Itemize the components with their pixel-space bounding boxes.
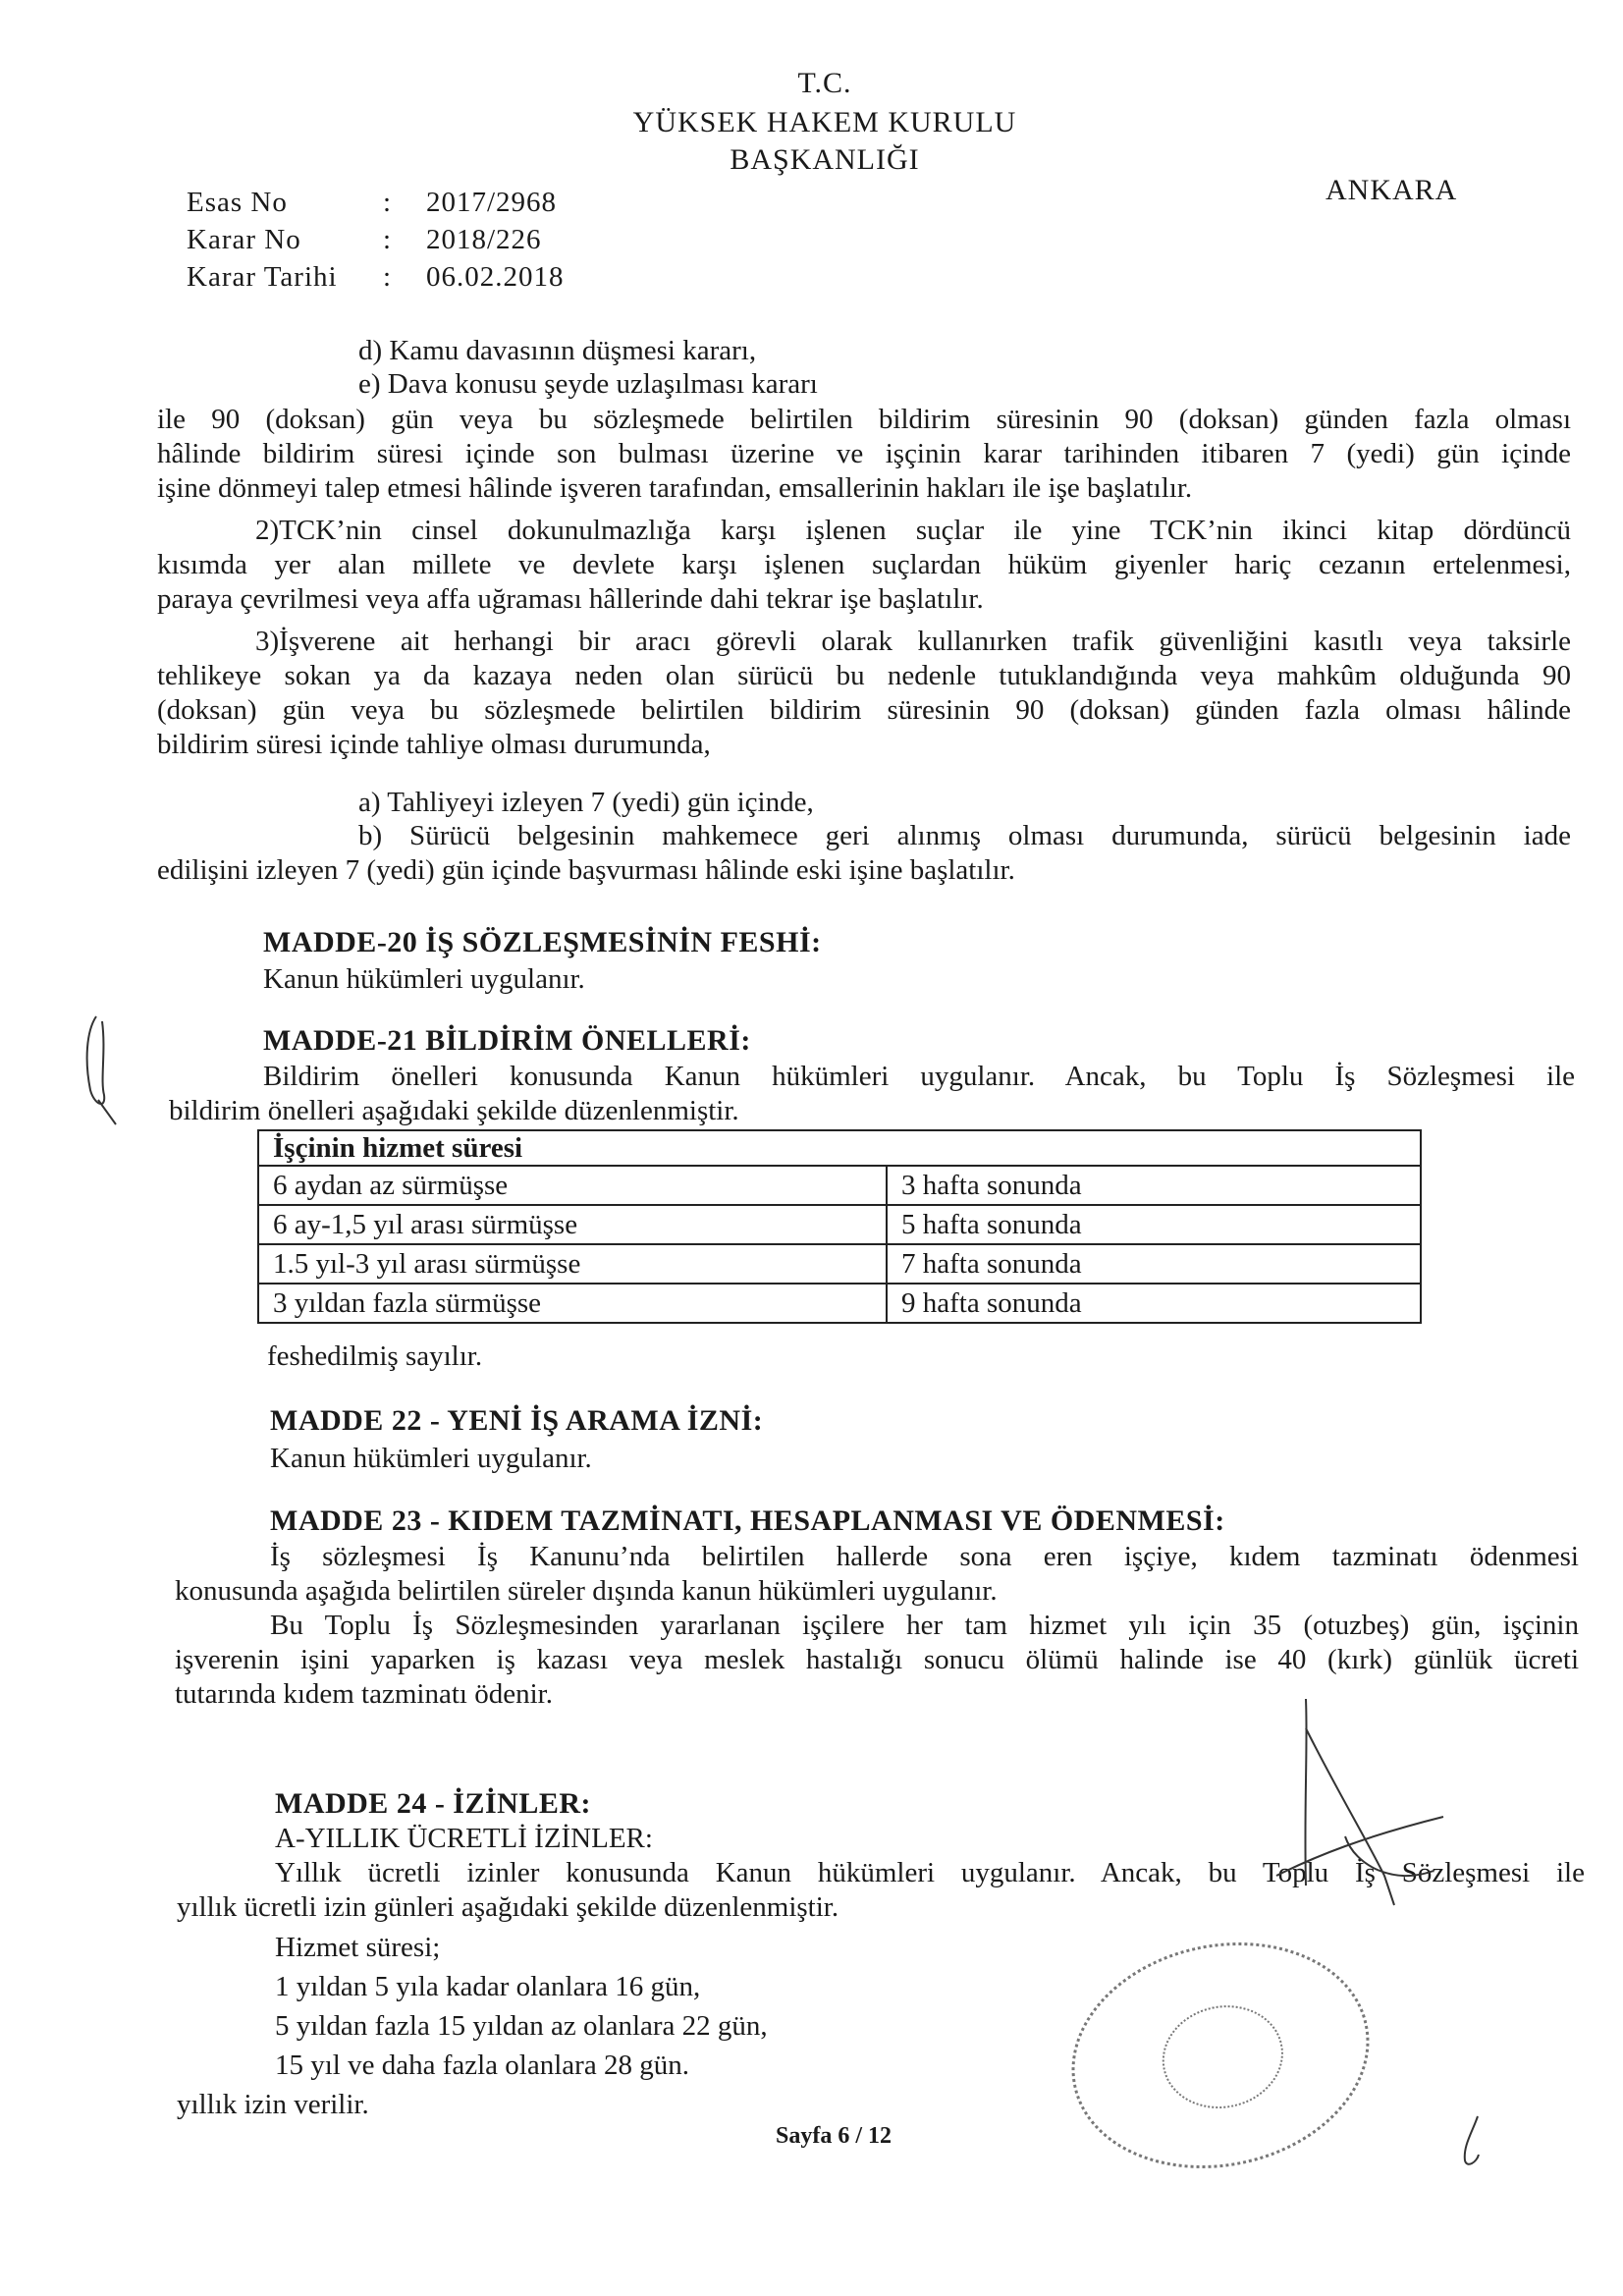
page-value: 6 / 12	[838, 2123, 893, 2149]
paragraph-driver	[157, 625, 1571, 762]
text-line: bildirim süresi içinde tahliye olması durumunda,	[157, 729, 711, 760]
article-24-closing: yıllık izin verilir.	[177, 2089, 369, 2120]
article-23-title: MADDE 23 - KIDEM TAZMİNATI, HESAPLANMASI VE ÖDENMESİ:	[270, 1504, 1225, 1537]
paragraph-reinstatement	[157, 403, 1571, 506]
notice-cell: 9 hafta sonunda	[887, 1284, 1421, 1323]
article-20-title: MADDE-20 İŞ SÖZLEŞMESİNİN FESHİ:	[263, 926, 822, 958]
meta-colon: :	[383, 187, 392, 218]
duration-cell: 6 ay-1,5 yıl arası sürmüşse	[258, 1205, 887, 1244]
duration-cell: 1.5 yıl-3 yıl arası sürmüşse	[258, 1244, 887, 1284]
article-24-subtitle: A-YILLIK ÜCRETLİ İZİNLER:	[275, 1823, 653, 1854]
text-line: ile 90 (doksan) gün veya bu sözleşmede belirtilen bildirim süresinin 90 (doksan) günden fazla olması	[157, 404, 1571, 435]
text-line: Yıllık ücretli izinler konusunda Kanun hükümleri uygulanır. Ancak, bu Toplu İş Sözleşmesi ile	[275, 1857, 1585, 1888]
meta-label: Karar No	[187, 224, 301, 255]
notice-cell: 5 hafta sonunda	[887, 1205, 1421, 1244]
text-line: Bu Toplu İş Sözleşmesinden yararlanan işçilere her tam hizmet yılı için 35 (otuzbeş) gün, işçinin	[270, 1610, 1579, 1641]
case-meta-esas	[187, 187, 557, 219]
notice-period-table	[257, 1129, 1422, 1324]
text-line: tehlikeye sokan ya da kazaya neden olan sürücü bu nedenle tutuklandığında veya mahkûm olduğunda 90	[157, 660, 1571, 691]
meta-colon: :	[383, 224, 392, 255]
text-line: işverenin işini yaparken iş kazası veya meslek hastalığı sonucu ölümü halinde ise 40 (kırk) günlük ücreti	[175, 1644, 1579, 1675]
article-21-text	[169, 1060, 1575, 1128]
leave-item: 5 yıldan fazla 15 yıldan az olanlara 22 gün,	[275, 2010, 768, 2042]
text-line: işine dönmeyi talep etmesi hâlinde işveren tarafından, emsallerinin hakları ile işe başlatılır.	[157, 472, 1193, 504]
notice-cell: 3 hafta sonunda	[887, 1166, 1421, 1205]
table-header-row	[258, 1130, 1421, 1166]
article-21-title: MADDE-21 BİLDİRİM ÖNELLERİ:	[263, 1024, 751, 1057]
case-meta-date	[187, 261, 565, 294]
text-line: (doksan) gün veya bu sözleşmede belirtilen bildirim süresinin 90 (doksan) günden fazla olması hâlinde	[157, 694, 1571, 726]
leave-item: 1 yıldan 5 yıla kadar olanlara 16 gün,	[275, 1971, 701, 2002]
duration-cell: 6 aydan az sürmüşse	[258, 1166, 887, 1205]
text-line: hâlinde bildirim süresi içinde son bulması üzerine ve işçinin karar tarihinden itibaren 7 (yedi) gün içinde	[157, 438, 1571, 469]
item-b	[157, 819, 1571, 888]
item-a: a) Tahliyeyi izleyen 7 (yedi) gün içinde,	[358, 787, 814, 818]
margin-initial-mark	[77, 1011, 126, 1129]
signature	[1247, 1689, 1463, 1915]
text-line: kısımda yer alan millete ve devlete karşı işlenen suçlardan hüküm giyenler hariç cezanın ertelenmesi,	[157, 549, 1571, 580]
notice-cell: 7 hafta sonunda	[887, 1244, 1421, 1284]
article-22-title: MADDE 22 - YENİ İŞ ARAMA İZNİ:	[270, 1404, 764, 1437]
header-city: ANKARA	[1325, 174, 1458, 206]
table-row	[258, 1205, 1421, 1244]
header-line-council: YÜKSEK HAKEM KURULU	[632, 106, 1017, 138]
meta-value: 2017/2968	[426, 187, 558, 218]
text-line: paraya çevrilmesi veya affa uğraması hâllerinde dahi tekrar işe başlatılır.	[157, 583, 984, 615]
case-meta-karar	[187, 224, 542, 256]
table-header-cell: İşçinin hizmet süresi	[258, 1130, 1421, 1166]
handwritten-mark	[1453, 2111, 1492, 2170]
page-number	[776, 2123, 892, 2150]
article-24-title: MADDE 24 - İZİNLER:	[275, 1787, 592, 1820]
article-22-text: Kanun hükümleri uygulanır.	[270, 1443, 592, 1474]
official-stamp	[1051, 1916, 1390, 2196]
meta-value: 2018/226	[426, 224, 542, 255]
text-line: edilişini izleyen 7 (yedi) gün içinde başvurması hâlinde eski işine başlatılır.	[157, 854, 1015, 886]
table-row	[258, 1166, 1421, 1205]
duration-cell: 3 yıldan fazla sürmüşse	[258, 1284, 887, 1323]
paragraph-tck	[157, 514, 1571, 617]
stamp-inner-ring	[1153, 1995, 1293, 2120]
text-line: konusunda aşağıda belirtilen süreler dışında kanun hükümleri uygulanır.	[175, 1575, 998, 1607]
item-d: d) Kamu davasının düşmesi kararı,	[358, 335, 757, 366]
meta-colon: :	[383, 261, 392, 293]
leave-item: 15 yıl ve daha fazla olanlara 28 gün.	[275, 2050, 689, 2081]
meta-label: Esas No	[187, 187, 288, 218]
table-row	[258, 1244, 1421, 1284]
service-label: Hizmet süresi;	[275, 1932, 441, 1963]
article-21-after: feshedilmiş sayılır.	[267, 1340, 483, 1372]
text-line: Bildirim önelleri konusunda Kanun hükümleri uygulanır. Ancak, bu Toplu İş Sözleşmesi ile	[263, 1061, 1575, 1092]
item-e: e) Dava konusu şeyde uzlaşılması kararı	[358, 368, 818, 400]
text-line: b) Sürücü belgesinin mahkemece geri alınmış olması durumunda, sürücü belgesinin iade	[358, 820, 1571, 851]
table-row	[258, 1284, 1421, 1323]
meta-label: Karar Tarihi	[187, 261, 338, 293]
article-20-text: Kanun hükümleri uygulanır.	[263, 963, 585, 995]
text-line: İş sözleşmesi İş Kanunu’nda belirtilen hallerde sona eren işçiye, kıdem tazminatı ödenmesi	[270, 1541, 1579, 1572]
header-line-presidency: BAŞKANLIĞI	[730, 143, 920, 176]
page-prefix: Sayfa	[776, 2123, 833, 2149]
text-line: bildirim önelleri aşağıdaki şekilde düzenlenmiştir.	[169, 1095, 739, 1126]
article-23-text	[175, 1540, 1579, 1712]
meta-value: 06.02.2018	[426, 261, 565, 293]
text-line: 3)İşverene ait herhangi bir aracı görevli olarak kullanırken trafik güvenliğini kasıtlı veya taksirle	[255, 626, 1571, 657]
text-line: 2)TCK’nin cinsel dokunulmazlığa karşı işlenen suçlar ile yine TCK’nin ikinci kitap dördüncü	[255, 515, 1571, 546]
text-line: yıllık ücretli izin günleri aşağıdaki şekilde düzenlenmiştir.	[177, 1891, 839, 1923]
text-line: tutarında kıdem tazminatı ödenir.	[175, 1678, 553, 1710]
header-line-tc: T.C.	[797, 67, 852, 99]
